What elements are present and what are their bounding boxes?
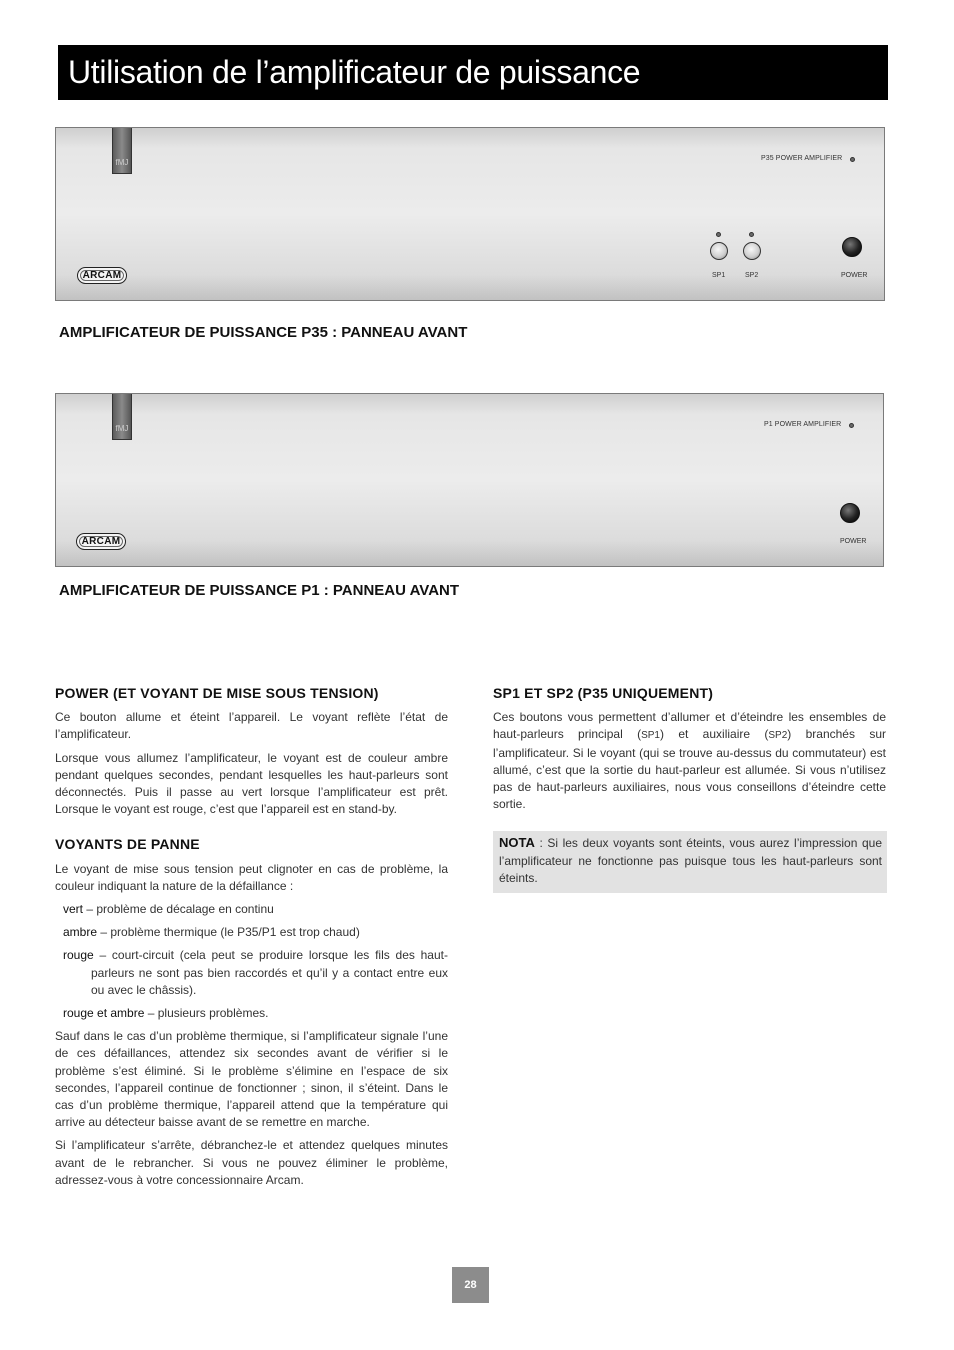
p1-front-panel <box>55 393 884 567</box>
fault-list <box>55 901 448 1022</box>
p35-front-panel <box>55 127 885 301</box>
nota-label: NOTA <box>499 835 535 850</box>
page-title-text: Utilisation de l’amplificateur de puissance <box>68 54 641 90</box>
sp2-button[interactable] <box>743 242 761 260</box>
brand-name: ARCAM <box>82 270 122 281</box>
sp1-inline: SP1 <box>641 730 660 742</box>
sp-text-b: ) et auxiliaire ( <box>659 727 769 742</box>
power-paragraph-1: Ce bouton allume et éteint l’appareil. Le voyant reflète l’état de l’amplificateur. <box>55 710 448 742</box>
list-item <box>55 924 448 941</box>
sp2-inline: SP2 <box>768 730 788 742</box>
power-heading: POWER (ET VOYANT DE MISE SOUS TENSION) <box>55 685 379 701</box>
left-column <box>55 685 448 1195</box>
logo-mark: fMJ <box>115 424 129 433</box>
fault-key: ambre <box>63 925 98 940</box>
logo-tab <box>112 394 132 440</box>
model-label: P35 POWER AMPLIFIER <box>761 155 843 162</box>
fault-text: – problème thermique (le P35/P1 est trop chaud) <box>97 925 360 940</box>
page-number <box>452 1267 489 1303</box>
fault-key: rouge <box>63 948 94 963</box>
nota-box <box>493 831 887 893</box>
sp2-label: SP2 <box>745 272 759 279</box>
fault-paragraph-1: Le voyant de mise sous tension peut clignoter en cas de problème, la couleur indiquant la nature de la défaillance : <box>55 861 448 893</box>
arcam-logo <box>76 533 126 550</box>
fault-heading: VOYANTS DE PANNE <box>55 836 200 853</box>
fault-text: – plusieurs problèmes. <box>144 1006 269 1021</box>
fault-paragraph-3: Si l’amplificateur s’arrête, débranchez-le et attendez quelques minutes avant de le rebrancher. Si vous ne pouvez éliminer le problème, adressez-vous à votre concessionnaire Arcam. <box>55 1138 448 1187</box>
arcam-logo <box>77 267 127 284</box>
sp1-led-icon <box>716 232 721 237</box>
sp-text-a: Ces boutons vous permettent d’allumer et d’éteindre les ensembles de haut-parleurs principal ( <box>493 710 886 742</box>
sp-heading: SP1 ET SP2 (P35 UNIQUEMENT) <box>493 685 714 701</box>
power-button[interactable] <box>842 237 862 257</box>
sp-paragraph <box>493 709 886 813</box>
list-item <box>55 1005 448 1022</box>
page-number-text: 28 <box>464 1279 477 1291</box>
sp2-led-icon <box>749 232 754 237</box>
logo-mark: fMJ <box>115 158 129 167</box>
list-item <box>55 947 448 999</box>
right-column <box>493 685 886 819</box>
logo-tab <box>112 128 132 174</box>
fault-text: – court-circuit (cela peut se produire lorsque les fils des haut-parleurs ne sont pas bien raccordés et qu’il y a contact entre eux ou avec le châssis). <box>91 948 448 997</box>
fault-key: vert <box>63 902 84 917</box>
power-led-icon <box>850 157 855 162</box>
power-led-icon <box>849 423 854 428</box>
power-button[interactable] <box>840 503 860 523</box>
power-label: POWER <box>840 538 867 545</box>
page-title <box>58 45 888 100</box>
power-label: POWER <box>841 272 868 279</box>
sp-text-c: ) branchés sur l’amplificateur. Si le voyant (qui se trouve au-dessus du commutateur) est allumé, c’est que la sortie du haut-parleur est allumée. Si vous n’utilisez pas de haut-parleurs auxiliaires, nous vous conseillons d’éteindre cette sortie. <box>493 727 886 812</box>
power-paragraph-2: Lorsque vous allumez l’amplificateur, le voyant est de couleur ambre pendant quelques secondes, pendant lesquelles les haut-parleurs sont déconnectés. Puis il passe au vert lorsque l’amplificateur est prêt. Lorsque le voyant est rouge, c’est que l’appareil est en stand-by. <box>55 750 448 817</box>
list-item <box>55 901 448 918</box>
p35-caption: AMPLIFICATEUR DE PUISSANCE P35 : PANNEAU AVANT <box>59 324 468 341</box>
p1-caption: AMPLIFICATEUR DE PUISSANCE P1 : PANNEAU AVANT <box>59 582 460 599</box>
fault-text: – problème de décalage en continu <box>83 902 274 917</box>
fault-paragraph-2: Sauf dans le cas d’un problème thermique, si l’amplificateur signale l’une de ces défaillances, attendez six secondes avant de vérifier si le problème s’est éliminé. Si le problème s’élimine en l’espace de six secondes, l’appareil continue de fonctionner ; sinon, il s’éteint. Dans le cas d’un problème thermique, l’appareil attend que la température qui arrive au détecteur baisse avant de se remettre en marche. <box>55 1029 448 1130</box>
fault-key: rouge et ambre <box>63 1006 145 1021</box>
sp1-button[interactable] <box>710 242 728 260</box>
sp1-label: SP1 <box>712 272 726 279</box>
brand-name: ARCAM <box>81 536 121 547</box>
nota-text: : Si les deux voyants sont éteints, vous aurez l’impression que l’amplificateur ne fonctionne pas puisque tous les haut-parleurs sont éteints. <box>499 836 882 885</box>
model-label: P1 POWER AMPLIFIER <box>764 421 842 428</box>
